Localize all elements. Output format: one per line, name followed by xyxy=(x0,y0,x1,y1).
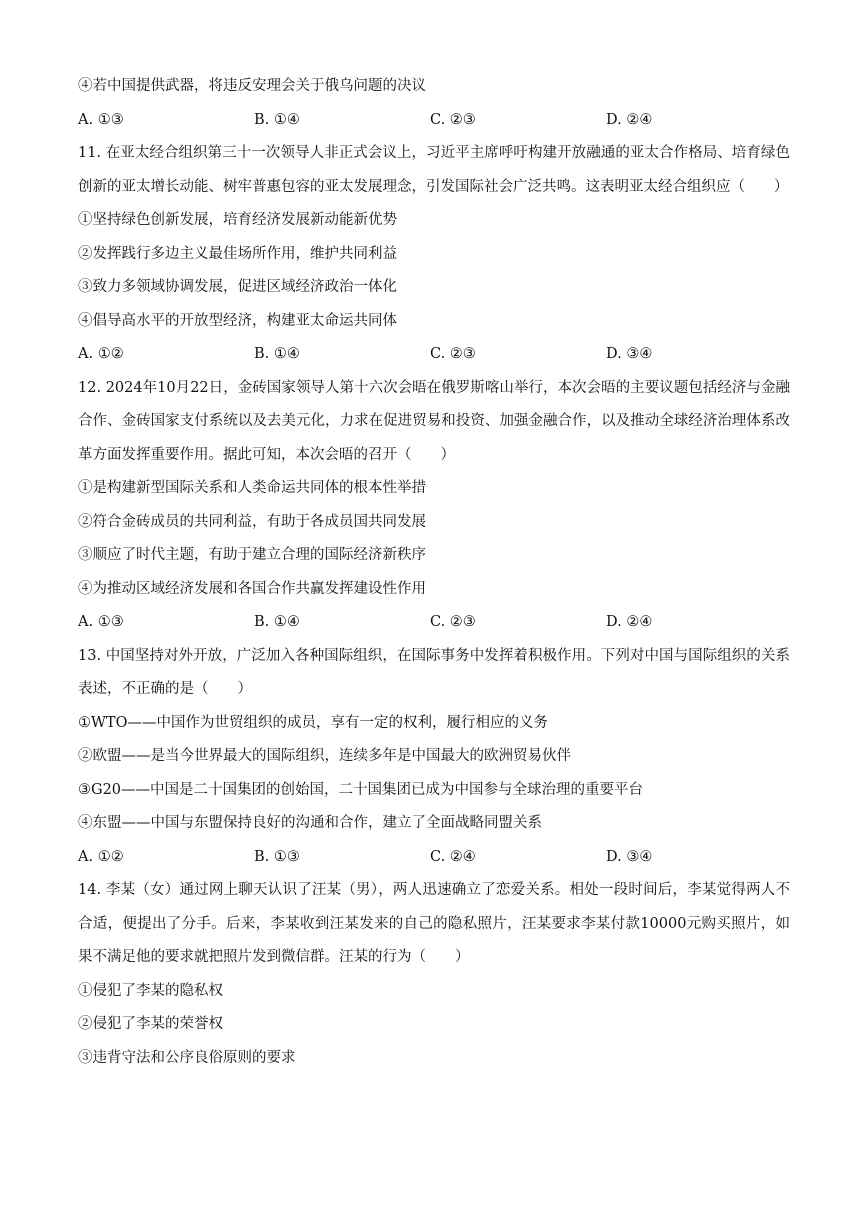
q12-choice-c[interactable]: C. ②③ xyxy=(430,614,476,630)
q11-stem: 11. 在亚太经合组织第三十一次领导人非正式会议上，习近平主席呼吁构建开放融通的亚太合作格局、培育绿色创新的亚太增长动能、树牢普惠包容的亚太发展理念，引发国际社会广泛共鸣。这表明亚太经合组织应（ ） xyxy=(78,145,790,195)
q13-option-2: ②欧盟——是当今世界最大的国际组织，连续多年是中国最大的欧洲贸易伙伴 xyxy=(78,748,571,764)
q10-choices xyxy=(78,104,790,138)
q13-choices xyxy=(78,841,790,875)
q12-option-3: ③顺应了时代主题，有助于建立合理的国际经济新秩序 xyxy=(78,547,426,563)
q11-choices xyxy=(78,338,790,372)
q13-choice-d[interactable]: D. ③④ xyxy=(606,848,653,865)
q13-choice-b[interactable]: B. ①③ xyxy=(254,848,300,865)
q14-option-2: ②侵犯了李某的荣誉权 xyxy=(78,1016,223,1032)
q11-option-4: ④倡导高水平的开放型经济，构建亚太命运共同体 xyxy=(78,312,397,329)
q13-choice-c[interactable]: C. ②④ xyxy=(430,848,476,865)
q10-choice-a[interactable]: A. ①③ xyxy=(78,111,124,128)
q13-option-4: ④东盟——中国与东盟保持良好的沟通和合作，建立了全面战略同盟关系 xyxy=(78,815,542,831)
q12-choices xyxy=(78,606,790,640)
q14-option-3: ③违背守法和公序良俗原则的要求 xyxy=(78,1049,296,1066)
q12-option-1: ①是构建新型国际关系和人类命运共同体的根本性举措 xyxy=(78,480,426,496)
q12-stem: 12. 2024年10月22日，金砖国家领导人第十六次会晤在俄罗斯喀山举行，本次会晤的主要议题包括经济与金融合作、金砖国家支付系统以及去美元化，力求在促进贸易和投资、加强金融合作，以及推动全球经济治理体系改革方面发挥重要作用。据此可知，本次会晤的召开（ ） xyxy=(78,379,790,463)
q12-choice-a[interactable]: A. ①③ xyxy=(78,614,124,630)
q11-option-2: ②发挥践行多边主义最佳场所作用，维护共同利益 xyxy=(78,245,397,262)
exam-page xyxy=(78,70,790,1075)
q12-choice-b[interactable]: B. ①④ xyxy=(254,614,300,630)
q11-choice-a[interactable]: A. ①② xyxy=(78,346,124,362)
q10-choice-b[interactable]: B. ①④ xyxy=(254,111,300,128)
q11-choice-c[interactable]: C. ②③ xyxy=(430,346,476,362)
q10-choice-c[interactable]: C. ②③ xyxy=(430,111,476,128)
q13-choice-a[interactable]: A. ①② xyxy=(78,848,124,865)
q13-stem: 13. 中国坚持对外开放，广泛加入各种国际组织，在国际事务中发挥着积极作用。下列对中国与国际组织的关系表述，不正确的是（ ） xyxy=(78,647,790,697)
q11-choice-d[interactable]: D. ③④ xyxy=(606,346,653,362)
q14-option-1: ①侵犯了李某的隐私权 xyxy=(78,982,223,999)
q12-option-2: ②符合金砖成员的共同利益，有助于各成员国共同发展 xyxy=(78,513,426,530)
q12-option-4: ④为推动区域经济发展和各国合作共赢发挥建设性作用 xyxy=(78,580,426,597)
q10-option-4: ④若中国提供武器，将违反安理会关于俄乌问题的决议 xyxy=(78,78,426,94)
q10-choice-d[interactable]: D. ②④ xyxy=(606,111,653,128)
q13-option-3: ③G20——中国是二十国集团的创始国，二十国集团已成为中国参与全球治理的重要平台 xyxy=(78,781,644,798)
q13-option-1: ①WTO——中国作为世贸组织的成员，享有一定的权利，履行相应的义务 xyxy=(78,714,548,731)
q14-stem: 14. 李某（女）通过网上聊天认识了汪某（男），两人迅速确立了恋爱关系。相处一段时间后，李某觉得两人不合适，便提出了分手。后来，李某收到汪某发来的自己的隐私照片，汪某要求李某付款10000元购买照片，如果不满足他的要求就把照片发到微信群。汪某的行为（ ） xyxy=(78,882,790,965)
q12-choice-d[interactable]: D. ②④ xyxy=(606,614,653,630)
q11-option-1: ①坚持绿色创新发展，培育经济发展新动能新优势 xyxy=(78,212,397,228)
q11-option-3: ③致力多领域协调发展，促进区域经济政治一体化 xyxy=(78,279,397,295)
q11-choice-b[interactable]: B. ①④ xyxy=(254,346,300,362)
